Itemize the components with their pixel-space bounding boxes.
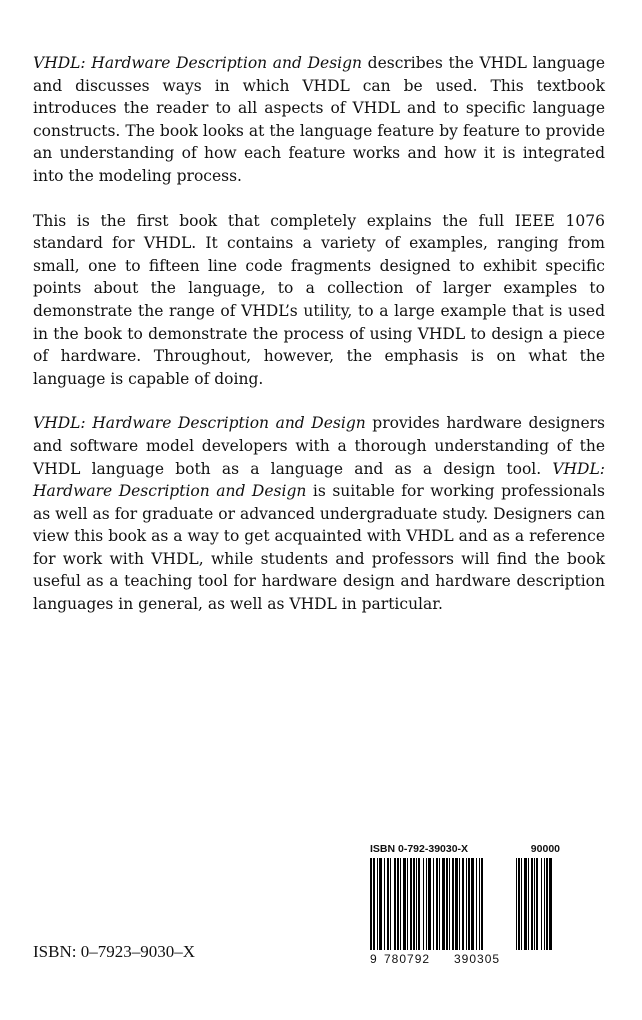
barcode-bar xyxy=(459,858,460,950)
barcode-right-digits: 390305 xyxy=(454,952,501,966)
barcode-bar xyxy=(449,858,450,950)
barcode-bar xyxy=(466,858,467,950)
barcode-bar xyxy=(452,858,454,950)
barcode-first-digit: 9 xyxy=(370,952,378,966)
paragraph-1 xyxy=(33,52,605,188)
barcode-bar xyxy=(476,858,477,950)
barcode-addon-bars xyxy=(516,858,560,950)
isbn-number: ISBN: 0–7923–9030–X xyxy=(33,942,195,961)
barcode-bar xyxy=(468,858,470,950)
barcode-bar xyxy=(541,858,542,950)
paragraph-text: describes the VHDL language and discusses ways in which VHDL can be used. This textbook introduces the reader to all aspects of VHDL and to specific language constructs. The book looks at the language feature by feature to provide an understanding of how each feature works and how it is integrated into the modeling process. xyxy=(33,54,605,185)
barcode-bar xyxy=(428,858,431,950)
barcode-bar xyxy=(397,858,399,950)
barcode-bar xyxy=(531,858,533,950)
paragraph-3 xyxy=(33,412,605,615)
barcode-bar xyxy=(418,858,420,950)
barcode-bar xyxy=(379,858,382,950)
book-title-italic: VHDL: Hardware Description and Design xyxy=(33,459,605,501)
barcode-bar xyxy=(462,858,464,950)
book-title-italic: VHDL: Hardware Description and Design xyxy=(33,54,363,72)
barcode-bar xyxy=(455,858,458,950)
barcode-bar xyxy=(471,858,474,950)
barcode-bar xyxy=(549,858,552,950)
barcode-bar xyxy=(416,858,417,950)
barcode-bar xyxy=(524,858,527,950)
barcode-price-code: 90000 xyxy=(530,843,560,855)
barcode-bar xyxy=(442,858,445,950)
barcode-bar xyxy=(387,858,389,950)
book-title-italic: VHDL: Hardware Description and Design xyxy=(33,414,366,433)
barcode-bar xyxy=(534,858,535,950)
barcode-bar xyxy=(403,858,406,950)
barcode-block xyxy=(370,842,560,972)
barcode-bar xyxy=(377,858,378,950)
paragraph-2 xyxy=(33,210,605,391)
barcode-bars xyxy=(370,858,510,950)
barcode-bar xyxy=(373,858,375,950)
barcode-bar xyxy=(544,858,545,950)
paragraph-text: is suitable for working professionals as well as for graduate or advanced undergraduate study. Designers can view this book as a way to get acquainted with VHDL and as a reference for work with VHDL, while students and professors will find the book useful as a teaching tool for hardware design and hardware description languages in general, as well as VHDL in particular. xyxy=(33,482,605,614)
barcode-bar xyxy=(370,858,372,950)
description-text xyxy=(33,52,605,638)
barcode-isbn-label: ISBN 0-792-39030-X xyxy=(370,843,469,855)
barcode-bar xyxy=(436,858,438,950)
barcode-bar xyxy=(400,858,401,950)
barcode-left-digits: 780792 xyxy=(384,952,431,966)
barcode-bar xyxy=(410,858,412,950)
paragraph-text: provides hardware designers and software model developers with a thorough understanding of the VHDL language both as a language and as a design tool. xyxy=(33,414,605,478)
barcode-bar xyxy=(423,858,424,950)
barcode-bar xyxy=(518,858,520,950)
barcode-bar xyxy=(521,858,522,950)
barcode-bar xyxy=(413,858,415,950)
barcode-bar xyxy=(433,858,434,950)
barcode-bar xyxy=(390,858,391,950)
barcode-bar xyxy=(516,858,517,950)
barcode-bar xyxy=(528,858,529,950)
barcode-bar xyxy=(481,858,483,950)
barcode-bar xyxy=(536,858,538,950)
barcode-bar xyxy=(439,858,440,950)
barcode-bar xyxy=(546,858,548,950)
paragraph-text: This is the first book that completely explains the full IEEE 1076 standard for VHDL. It contains a variety of examples, ranging from small, one to fifteen line code fragments designed to exhibit specific points about the language, to a collection of larger examples to demonstrate the range of VHDL’s utility, to a large example that is used in the book to demonstrate the process of using VHDL to design a piece of hardware. Throughout, however, the emphasis is on what the language is capable of doing. xyxy=(33,211,605,388)
barcode-bar xyxy=(394,858,396,950)
barcode-bar xyxy=(446,858,448,950)
barcode-bar xyxy=(407,858,408,950)
barcode-bar xyxy=(426,858,427,950)
barcode-bar xyxy=(479,858,480,950)
barcode-bar xyxy=(384,858,385,950)
